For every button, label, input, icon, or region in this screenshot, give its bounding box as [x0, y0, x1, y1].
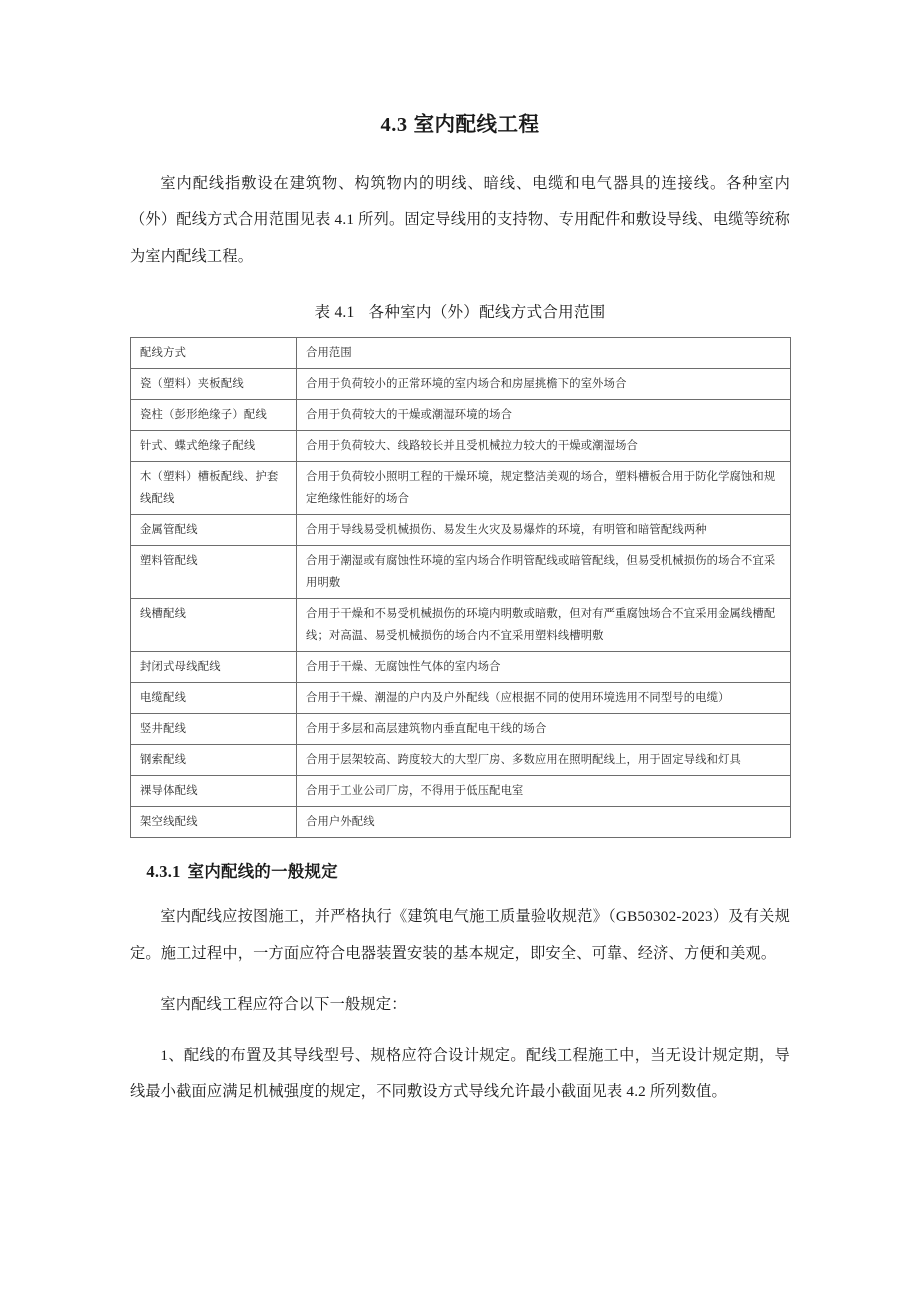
cell-mode: 电缆配线: [131, 683, 297, 714]
table-row: [131, 807, 791, 838]
table-caption-title: 各种室内（外）配线方式合用范围: [368, 303, 606, 321]
cell-scope: 合用于干燥、无腐蚀性气体的室内场合: [297, 651, 791, 682]
cell-scope: 合用于负荷较大的干燥或潮湿环境的场合: [297, 399, 791, 430]
section-heading-text: 室内配线的一般规定: [187, 862, 338, 882]
page-title: [130, 0, 790, 139]
table-row: [131, 745, 791, 776]
cell-scope: 合用户外配线: [297, 807, 791, 838]
cell-mode: 木（塑料）槽板配线、护套线配线: [131, 461, 297, 514]
cell-scope: 合用于干燥和不易受机械损伤的环境内明敷或暗敷，但对有严重腐蚀场合不宜采用金属线槽配线；对高温、易受机械损伤的场合内不宜采用塑料线槽明敷: [297, 598, 791, 651]
cell-mode: 竖井配线: [131, 714, 297, 745]
page-title-number: 4.3: [380, 114, 408, 136]
cell-scope: 合用于导线易受机械损伤、易发生火灾及易爆炸的环境，有明管和暗管配线两种: [297, 514, 791, 545]
cell-scope: 合用于工业公司厂房，不得用于低压配电室: [297, 776, 791, 807]
cell-scope: 合用于多层和高层建筑物内垂直配电干线的场合: [297, 714, 791, 745]
table-row: [131, 368, 791, 399]
cell-mode: 针式、蝶式绝缘子配线: [131, 430, 297, 461]
page-title-text: 室内配线工程: [413, 114, 540, 136]
table-row: [131, 461, 791, 514]
cell-mode: 瓷柱（彭形绝缘子）配线: [131, 399, 297, 430]
cell-mode: 裸导体配线: [131, 776, 297, 807]
cell-mode: 架空线配线: [131, 807, 297, 838]
column-header-scope: 合用范围: [297, 337, 791, 368]
cell-scope: 合用于负荷较小的正常环境的室内场合和房屋挑檐下的室外场合: [297, 368, 791, 399]
cell-scope: 合用于潮湿或有腐蚀性环境的室内场合作明管配线或暗管配线，但易受机械损伤的场合不宜采用明敷: [297, 545, 791, 598]
cell-mode: 封闭式母线配线: [131, 651, 297, 682]
table-row: [131, 714, 791, 745]
cell-mode: 线槽配线: [131, 598, 297, 651]
section-heading-431: [130, 838, 790, 885]
cell-scope: 合用于负荷较小照明工程的干燥环境，规定整洁美观的场合，塑料槽板合用于防化学腐蚀和规定绝缘性能好的场合: [297, 461, 791, 514]
cell-scope: 合用于负荷较大、线路较长并且受机械拉力较大的干燥或潮湿场合: [297, 430, 791, 461]
cell-scope: 合用于干燥、潮湿的户内及户外配线（应根据不同的使用环境选用不同型号的电缆）: [297, 683, 791, 714]
table-row: [131, 514, 791, 545]
cell-mode: 塑料管配线: [131, 545, 297, 598]
table-caption-label: 表 4.1: [314, 303, 355, 321]
table-row: [131, 430, 791, 461]
wiring-methods-table: [130, 337, 791, 838]
table-row: [131, 399, 791, 430]
cell-mode: 金属管配线: [131, 514, 297, 545]
table-row: [131, 683, 791, 714]
intro-paragraph: 室内配线指敷设在建筑物、构筑物内的明线、暗线、电缆和电气器具的连接线。各种室内（外）配线方式合用范围见表 4.1 所列。固定导线用的支持物、专用配件和敷设导线、电缆等统称为室内配线工程。: [130, 174, 790, 266]
table-row: [131, 545, 791, 598]
table-body: [131, 337, 791, 837]
table-header-row: [131, 337, 791, 368]
paragraph-1: 室内配线应按图施工，并严格执行《建筑电气施工质量验收规范》（GB50302-2023）及有关规定。施工过程中，一方面应符合电器装置安装的基本规定，即安全、可靠、经济、方便和美观。: [130, 908, 790, 963]
table-caption: [130, 276, 790, 337]
table-row: [131, 651, 791, 682]
table-row: [131, 776, 791, 807]
cell-scope: 合用于层架较高、跨度较大的大型厂房、多数应用在照明配线上，用于固定导线和灯具: [297, 745, 791, 776]
section-heading-number: 4.3.1: [146, 862, 181, 882]
column-header-mode: 配线方式: [131, 337, 297, 368]
cell-mode: 瓷（塑料）夹板配线: [131, 368, 297, 399]
paragraph-3: 1、配线的布置及其导线型号、规格应符合设计规定。配线工程施工中，当无设计规定期，导线最小截面应满足机械强度的规定，不同敷设方式导线允许最小截面见表 4.2 所列数值。: [130, 1046, 790, 1101]
cell-mode: 钢索配线: [131, 745, 297, 776]
paragraph-2: 室内配线工程应符合以下一般规定：: [160, 995, 407, 1013]
table-row: [131, 598, 791, 651]
